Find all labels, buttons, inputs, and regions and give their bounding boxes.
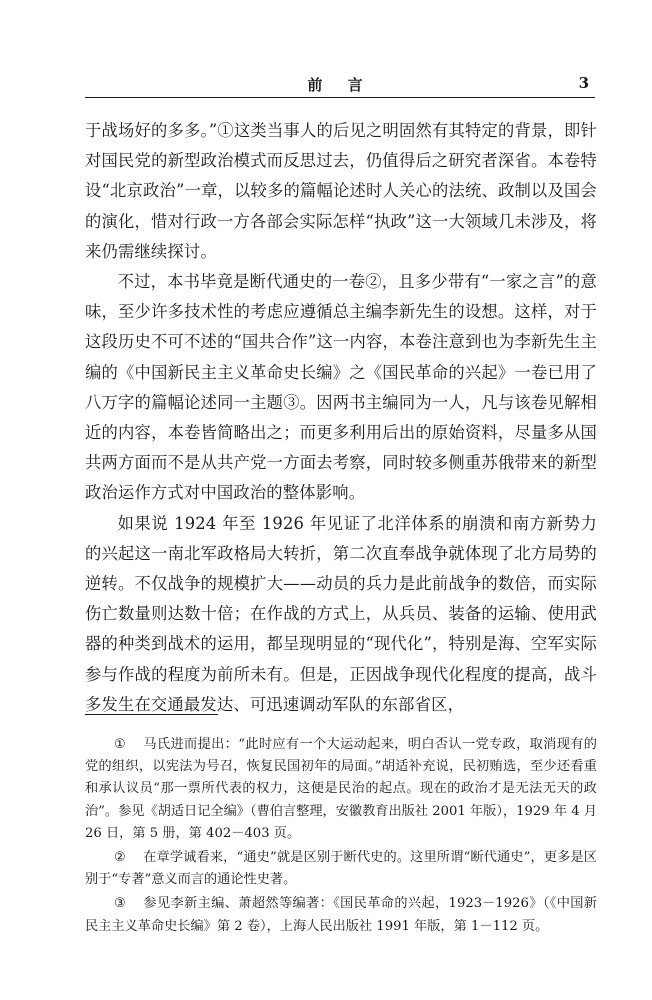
footnotes xyxy=(85,734,597,940)
footnote-mark: ① xyxy=(114,737,126,752)
page-number: 3 xyxy=(578,74,589,92)
body-text xyxy=(85,116,597,720)
footnote xyxy=(85,734,597,845)
footnote-rule xyxy=(85,714,218,715)
footnote-text: 马氏进而提出：“此时应有一个大运动起来，明白否认一党专政，取消现有的党的组织，以宪法为号召，恢复民国初年的局面。”胡适补充说，民初贿选，至少还看重和承认议员“那一票所代表的权力，这便是民治的起点。现在的政治才是无法无天的政治”。参见《胡适日记全编》（曹伯言整理，安徽教育出版社 2001 年版），1929 年 4 月 26 日，第 5 册，第 402－403 页。 xyxy=(85,737,598,841)
footnote-text: 在章学诚看来，“通史”就是区别于断代史的。这里所谓“断代通史”，更多是区别于“专著”意义而言的通论性史著。 xyxy=(85,850,597,888)
paragraph-continued: 于战场好的多多。”①这类当事人的后见之明固然有其特定的背景，即针对国民党的新型政治模式而反思过去，仍值得后之研究者深省。本卷特设“北京政治”一章，以较多的篇幅论述时人关心的法统、政制以及国会的演化，惜对行政一方各部会实际怎样“执政”这一大领域几未涉及，将来仍需继续探讨。 xyxy=(85,121,597,261)
footnote xyxy=(85,893,597,937)
paragraph: 如果说 1924 年至 1926 年见证了北洋体系的崩溃和南方新势力的兴起这一南北军政格局大转折，第二次直奉战争就体现了北方局势的逆转。不仅战争的规模扩大——动员的兵力是此前战争的数倍，而实际伤亡数量则达数十倍；在作战的方式上，从兵员、装备的运输、使用武器的种类到战术的运用，都呈现明显的“现代化”，特别是海、空军实际参与作战的程度为前所未有。但是，正因战争现代化程度的提高，战斗多发生在交通最发达、可迅速调动军队的东部省区， xyxy=(85,513,597,714)
footnote-text: 参见李新主编、萧超然等编著：《国民革命的兴起，1923－1926》（《中国新民主主义革命史长编》第 2 卷），上海人民出版社 1991 年版，第 1－112 页。 xyxy=(85,896,597,934)
running-header xyxy=(85,64,595,94)
paragraph: 不过，本书毕竟是断代通史的一卷②，且多少带有“一家之言”的意味，至少许多技术性的考虑应遵循总主编李新先生的设想。这样，对于这段历史不可不述的“国共合作”这一内容，本卷注意到也为李新先生主编的《中国新民主主义革命史长编》之《国民革命的兴起》一卷已用了八万字的篇幅论述同一主题③。因两书主编同为一人，凡与该卷见解相近的内容，本卷皆简略出之；而更多利用后出的原始资料，尽量多从国共两方面而不是从共产党一方面去考察，同时较多侧重苏俄带来的新型政治运作方式对中国政治的整体影响。 xyxy=(85,272,597,503)
chapter-title: 前 言 xyxy=(307,76,373,94)
footnote xyxy=(85,847,597,891)
footnote-mark: ③ xyxy=(114,896,126,912)
footnote-mark: ② xyxy=(114,850,126,866)
header-rule xyxy=(85,97,595,98)
